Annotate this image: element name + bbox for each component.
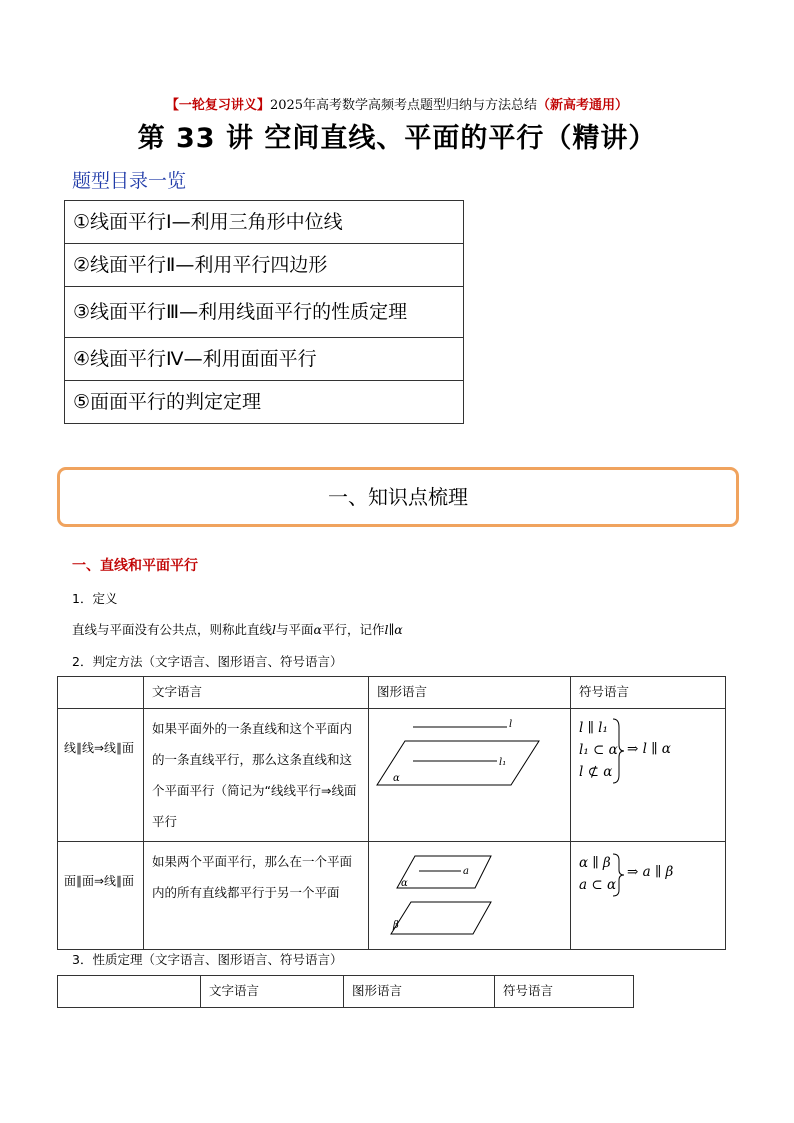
def-l: l xyxy=(272,622,277,637)
label-beta: β xyxy=(393,920,399,931)
header-cell xyxy=(58,677,144,709)
sym-result: ⇒ a ∥ β xyxy=(627,864,674,880)
definition-text xyxy=(72,620,403,638)
section-banner-title: 一、知识点梳理 xyxy=(328,485,468,509)
label-l1: l₁ xyxy=(499,757,507,768)
figure-cell xyxy=(369,709,571,842)
sym-line: l ⊄ α xyxy=(579,764,613,780)
sym-line: α ∥ β xyxy=(579,855,611,871)
sym-line: l₁ ⊂ α xyxy=(579,742,618,758)
section-heading: 一、直线和平面平行 xyxy=(72,558,198,574)
definition-label: 1．定义 xyxy=(72,591,118,606)
symbol-cell xyxy=(571,842,726,950)
symbol-cell xyxy=(571,709,726,842)
def-alpha: α xyxy=(313,622,322,637)
figure-cell xyxy=(369,842,571,950)
label-l: l xyxy=(509,719,513,730)
toc-item: ④线面平行Ⅳ—利用面面平行 xyxy=(65,338,463,381)
def-text-c: 平行，记作 xyxy=(321,622,385,637)
label-alpha: α xyxy=(393,773,400,784)
def-text-b: 与平面 xyxy=(276,622,314,637)
table-header-row xyxy=(58,677,726,709)
plane-alpha xyxy=(377,741,539,785)
judgement-table xyxy=(57,676,726,950)
row-label-cell xyxy=(58,842,144,950)
toc-table xyxy=(64,200,464,424)
label-a: a xyxy=(463,866,469,877)
header-cell: 图形语言 xyxy=(369,677,571,709)
header-cell: 符号语言 xyxy=(495,976,634,1008)
text-cell xyxy=(144,842,369,950)
property-label: 3．性质定理（文字语言、图形语言、符号语言） xyxy=(72,952,343,967)
row-text: 如果两个平面平行，那么在一个平面内的所有直线都平行于另一个平面 xyxy=(152,854,353,900)
header-cell: 符号语言 xyxy=(571,677,726,709)
text-cell xyxy=(144,709,369,842)
plane-alpha xyxy=(397,856,491,888)
table-row xyxy=(58,842,726,950)
label-alpha: α xyxy=(401,878,408,889)
page-title: 第 33 讲 空间直线、平面的平行（精讲） xyxy=(137,123,657,154)
series-main: 年高考数学高频考点题型归纳与方法总结 xyxy=(303,98,538,113)
toc-item: ②线面平行Ⅱ—利用平行四边形 xyxy=(65,244,463,287)
toc-item: ⑤面面平行的判定定理 xyxy=(65,381,463,424)
header-cell: 图形语言 xyxy=(344,976,495,1008)
row-label: 面∥面⇒线∥面 xyxy=(64,874,135,888)
row-text: 如果平面外的一条直线和这个平面内的一条直线平行，那么这条直线和这个平面平行（简记为“线线平行⇒线面平行 xyxy=(152,721,357,829)
sym-line: l ∥ l₁ xyxy=(579,720,608,736)
brace xyxy=(611,852,625,898)
property-table xyxy=(57,975,634,1008)
plane-plane-figure xyxy=(369,842,569,946)
def-text-a: 直线与平面没有公共点，则称此直线 xyxy=(72,622,273,637)
toc-item: ①线面平行Ⅰ—利用三角形中位线 xyxy=(65,201,463,244)
row-label: 线∥线⇒线∥面 xyxy=(64,741,135,755)
line-plane-figure xyxy=(369,709,569,835)
judgement-label: 2．判定方法（文字语言、图形语言、符号语言） xyxy=(72,654,343,669)
def-notation: l∥α xyxy=(384,622,403,637)
sym-result: ⇒ l ∥ α xyxy=(627,741,671,757)
series-tail: （新高考通用） xyxy=(537,98,629,113)
table-header-row xyxy=(58,976,634,1008)
row-label-cell xyxy=(58,709,144,842)
series-year: 2025 xyxy=(269,98,304,113)
table-row xyxy=(58,709,726,842)
header-cell xyxy=(58,976,201,1008)
plane-beta xyxy=(391,902,491,934)
series-label: 【一轮复习讲义】 xyxy=(165,98,270,113)
brace xyxy=(611,717,625,785)
header-cell: 文字语言 xyxy=(201,976,344,1008)
toc-heading: 题型目录一览 xyxy=(72,170,187,192)
sym-line: a ⊂ α xyxy=(579,877,617,893)
series-subtitle xyxy=(0,94,794,113)
header-cell: 文字语言 xyxy=(144,677,369,709)
toc-item: ③线面平行Ⅲ—利用线面平行的性质定理 xyxy=(65,287,463,338)
